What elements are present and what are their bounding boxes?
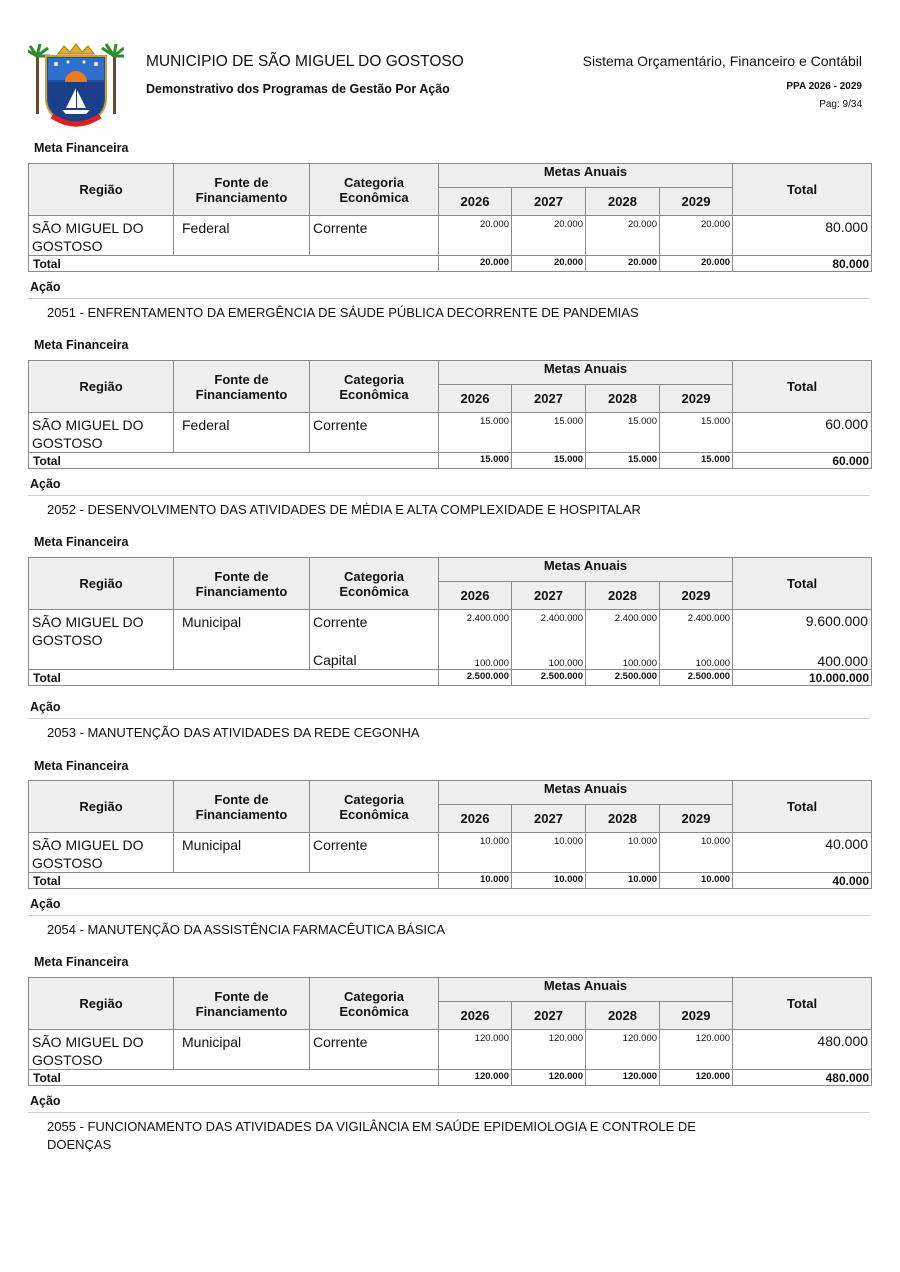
meta-value-cell: 120.000 <box>512 1030 586 1070</box>
acao-divider <box>28 915 870 916</box>
total-value-cell: 20.000 <box>512 256 586 272</box>
column-header-metas-anuais: Metas Anuais <box>439 164 733 188</box>
categoria-cell: Corrente <box>310 413 439 453</box>
region-name-line-1: SÃO MIGUEL DO <box>32 220 144 236</box>
column-header-categoria: Categoria Econômica <box>310 781 439 833</box>
region-name-line-1: SÃO MIGUEL DO <box>32 614 144 630</box>
meta-value-cell: 15.000 <box>439 413 512 453</box>
region-cell <box>29 610 174 670</box>
column-header-metas-anuais: Metas Anuais <box>439 361 733 385</box>
total-row-spacer <box>174 1070 439 1086</box>
column-header-metas-anuais: Metas Anuais <box>439 558 733 582</box>
meta-value-cell: 120.000 <box>660 1030 733 1070</box>
meta-financeira-label: Meta Financeira <box>34 955 129 969</box>
row-total-cell: 400.000 <box>733 648 872 670</box>
acao-description: 2054 - MANUTENÇÃO DA ASSISTÊNCIA FARMACÊUTICA BÁSICA <box>47 922 446 937</box>
total-row-label: Total <box>29 1070 174 1086</box>
column-header-fonte: Fonte de Financiamento <box>174 978 310 1030</box>
meta-value-cell: 15.000 <box>512 413 586 453</box>
region-cell <box>29 216 174 256</box>
column-header-regiao: Região <box>29 978 174 1030</box>
column-header-year: 2027 <box>512 1002 586 1030</box>
meta-financeira-label: Meta Financeira <box>34 338 129 352</box>
categoria-cell: Corrente <box>310 1030 439 1070</box>
acao-divider <box>28 298 870 299</box>
column-header-year: 2029 <box>660 188 733 216</box>
column-header-fonte: Fonte de Financiamento <box>174 164 310 216</box>
column-header-fonte: Fonte de Financiamento <box>174 781 310 833</box>
column-header-year: 2029 <box>660 582 733 610</box>
region-name-line-1: SÃO MIGUEL DO <box>32 417 144 433</box>
region-name-line-2: GOSTOSO <box>32 238 103 254</box>
system-name: Sistema Orçamentário, Financeiro e Contábil <box>582 53 862 69</box>
ppa-period: PPA 2026 - 2029 <box>786 81 862 92</box>
acao-divider <box>28 1112 870 1113</box>
meta-financeira-table <box>28 360 872 469</box>
total-value-cell: 120.000 <box>586 1070 660 1086</box>
total-value-cell: 20.000 <box>439 256 512 272</box>
meta-financeira-table <box>28 780 872 889</box>
total-value-cell: 120.000 <box>660 1070 733 1086</box>
total-value-cell: 2.500.000 <box>586 670 660 686</box>
total-value-cell: 15.000 <box>586 453 660 469</box>
meta-financeira-label: Meta Financeira <box>34 141 129 155</box>
grand-total-cell: 480.000 <box>733 1070 872 1086</box>
column-header-year: 2026 <box>439 385 512 413</box>
column-header-regiao: Região <box>29 781 174 833</box>
total-row-spacer <box>174 256 439 272</box>
page-number: Pag: 9/34 <box>819 99 862 110</box>
meta-value-cell: 2.400.000 <box>586 610 660 648</box>
meta-value-cell: 100.000 <box>512 648 586 670</box>
total-row-label: Total <box>29 873 174 889</box>
total-value-cell: 10.000 <box>660 873 733 889</box>
column-header-year: 2028 <box>586 805 660 833</box>
column-header-categoria: Categoria Econômica <box>310 558 439 610</box>
acao-divider <box>28 718 870 719</box>
total-value-cell: 15.000 <box>512 453 586 469</box>
total-value-cell: 2.500.000 <box>512 670 586 686</box>
report-title: Demonstrativo dos Programas de Gestão Por Ação <box>146 82 450 96</box>
row-total-cell: 9.600.000 <box>733 610 872 648</box>
acao-label: Ação <box>30 897 61 911</box>
municipality-name: MUNICIPIO DE SÃO MIGUEL DO GOSTOSO <box>146 53 464 70</box>
meta-financeira-table <box>28 557 872 686</box>
acao-description: 2055 - FUNCIONAMENTO DAS ATIVIDADES DA VIGILÂNCIA EM SAÚDE EPIDEMIOLOGIA E CONTROLE DE DOENÇAS <box>47 1119 696 1152</box>
column-header-regiao: Região <box>29 361 174 413</box>
total-value-cell: 120.000 <box>512 1070 586 1086</box>
region-cell <box>29 413 174 453</box>
fonte-cell: Municipal <box>174 610 310 670</box>
meta-value-cell: 100.000 <box>439 648 512 670</box>
region-name-line-2: GOSTOSO <box>32 1052 103 1068</box>
region-cell <box>29 1030 174 1070</box>
column-header-year: 2028 <box>586 1002 660 1030</box>
column-header-year: 2028 <box>586 188 660 216</box>
region-name-line-1: SÃO MIGUEL DO <box>32 837 144 853</box>
grand-total-cell: 80.000 <box>733 256 872 272</box>
acao-label: Ação <box>30 700 61 714</box>
meta-value-cell: 10.000 <box>660 833 733 873</box>
total-value-cell: 10.000 <box>586 873 660 889</box>
total-value-cell: 15.000 <box>660 453 733 469</box>
region-name-line-2: GOSTOSO <box>32 855 103 871</box>
column-header-year: 2029 <box>660 385 733 413</box>
column-header-categoria: Categoria Econômica <box>310 361 439 413</box>
column-header-year: 2029 <box>660 1002 733 1030</box>
column-header-total: Total <box>733 558 872 610</box>
total-row-label: Total <box>29 453 174 469</box>
column-header-fonte: Fonte de Financiamento <box>174 361 310 413</box>
meta-value-cell: 120.000 <box>439 1030 512 1070</box>
meta-value-cell: 20.000 <box>586 216 660 256</box>
grand-total-cell: 60.000 <box>733 453 872 469</box>
column-header-year: 2028 <box>586 385 660 413</box>
meta-value-cell: 10.000 <box>586 833 660 873</box>
municipal-coat-of-arms-logo <box>28 42 124 130</box>
total-value-cell: 10.000 <box>439 873 512 889</box>
region-name-line-2: GOSTOSO <box>32 632 103 648</box>
meta-value-cell: 2.400.000 <box>660 610 733 648</box>
column-header-year: 2027 <box>512 805 586 833</box>
total-value-cell: 20.000 <box>660 256 733 272</box>
column-header-total: Total <box>733 781 872 833</box>
categoria-cell: Corrente <box>310 833 439 873</box>
meta-value-cell: 100.000 <box>660 648 733 670</box>
column-header-metas-anuais: Metas Anuais <box>439 978 733 1002</box>
total-value-cell: 2.500.000 <box>660 670 733 686</box>
column-header-regiao: Região <box>29 558 174 610</box>
meta-value-cell: 100.000 <box>586 648 660 670</box>
total-value-cell: 2.500.000 <box>439 670 512 686</box>
meta-value-cell: 15.000 <box>586 413 660 453</box>
column-header-year: 2027 <box>512 188 586 216</box>
total-value-cell: 20.000 <box>586 256 660 272</box>
acao-description: 2052 - DESENVOLVIMENTO DAS ATIVIDADES DE MÉDIA E ALTA COMPLEXIDADE E HOSPITALAR <box>47 502 641 517</box>
column-header-year: 2027 <box>512 582 586 610</box>
column-header-year: 2027 <box>512 385 586 413</box>
column-header-metas-anuais: Metas Anuais <box>439 781 733 805</box>
total-value-cell: 120.000 <box>439 1070 512 1086</box>
grand-total-cell: 40.000 <box>733 873 872 889</box>
meta-value-cell: 15.000 <box>660 413 733 453</box>
total-row-label: Total <box>29 256 174 272</box>
fonte-cell: Federal <box>174 216 310 256</box>
row-total-cell: 80.000 <box>733 216 872 256</box>
fonte-cell: Federal <box>174 413 310 453</box>
column-header-categoria: Categoria Econômica <box>310 978 439 1030</box>
total-row-spacer <box>174 873 439 889</box>
acao-description: 2053 - MANUTENÇÃO DAS ATIVIDADES DA REDE CEGONHA <box>47 725 420 740</box>
column-header-year: 2026 <box>439 188 512 216</box>
column-header-year: 2026 <box>439 1002 512 1030</box>
categoria-cell: Capital <box>310 648 439 670</box>
meta-value-cell: 2.400.000 <box>439 610 512 648</box>
column-header-year: 2026 <box>439 805 512 833</box>
total-row-spacer <box>174 453 439 469</box>
column-header-fonte: Fonte de Financiamento <box>174 558 310 610</box>
acao-label: Ação <box>30 280 61 294</box>
row-total-cell: 40.000 <box>733 833 872 873</box>
fonte-cell: Municipal <box>174 1030 310 1070</box>
meta-value-cell: 120.000 <box>586 1030 660 1070</box>
column-header-year: 2029 <box>660 805 733 833</box>
column-header-year: 2026 <box>439 582 512 610</box>
meta-value-cell: 20.000 <box>660 216 733 256</box>
column-header-regiao: Região <box>29 164 174 216</box>
region-name-line-2: GOSTOSO <box>32 435 103 451</box>
categoria-cell: Corrente <box>310 216 439 256</box>
column-header-total: Total <box>733 361 872 413</box>
meta-financeira-label: Meta Financeira <box>34 535 129 549</box>
meta-value-cell: 20.000 <box>512 216 586 256</box>
acao-description: 2051 - ENFRENTAMENTO DA EMERGÊNCIA DE SÁUDE PÚBLICA DECORRENTE DE PANDEMIAS <box>47 305 639 320</box>
total-row-spacer <box>174 670 439 686</box>
row-total-cell: 480.000 <box>733 1030 872 1070</box>
meta-value-cell: 10.000 <box>512 833 586 873</box>
meta-value-cell: 2.400.000 <box>512 610 586 648</box>
row-total-cell: 60.000 <box>733 413 872 453</box>
fonte-cell: Municipal <box>174 833 310 873</box>
total-value-cell: 10.000 <box>512 873 586 889</box>
region-cell <box>29 833 174 873</box>
grand-total-cell: 10.000.000 <box>733 670 872 686</box>
column-header-total: Total <box>733 164 872 216</box>
meta-financeira-label: Meta Financeira <box>34 759 129 773</box>
acao-label: Ação <box>30 477 61 491</box>
total-row-label: Total <box>29 670 174 686</box>
meta-financeira-table <box>28 163 872 272</box>
total-value-cell: 15.000 <box>439 453 512 469</box>
acao-label: Ação <box>30 1094 61 1108</box>
column-header-year: 2028 <box>586 582 660 610</box>
categoria-cell: Corrente <box>310 610 439 648</box>
meta-value-cell: 10.000 <box>439 833 512 873</box>
meta-value-cell: 20.000 <box>439 216 512 256</box>
acao-divider <box>28 495 870 496</box>
column-header-categoria: Categoria Econômica <box>310 164 439 216</box>
column-header-total: Total <box>733 978 872 1030</box>
region-name-line-1: SÃO MIGUEL DO <box>32 1034 144 1050</box>
meta-financeira-table <box>28 977 872 1086</box>
